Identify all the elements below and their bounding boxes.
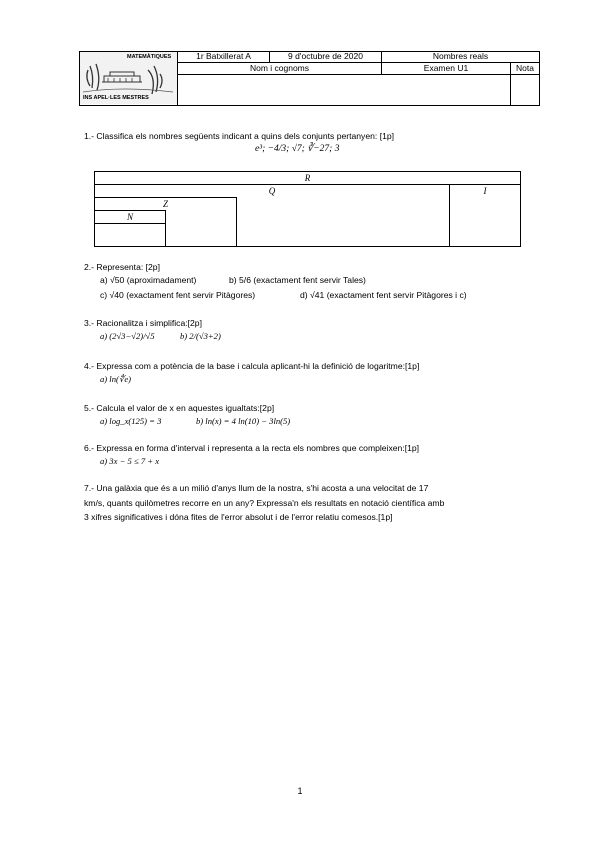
q1-prompt: 1.- Classifica els nombres següents indicant a quins dels conjunts pertanyen: [1p] xyxy=(84,131,395,141)
grade-label: Nota xyxy=(516,63,534,73)
name-label: Nom i cognoms xyxy=(249,63,310,73)
unit-label: Nombres reals xyxy=(432,51,489,61)
q3-b: b) 2/(√3+2) xyxy=(180,331,221,341)
q2-c: c) √40 (exactament fent servir Pitàgores) xyxy=(100,290,256,300)
logo-text-bottom: INS APEL·LES MESTRES xyxy=(83,95,149,101)
q3-a: a) (2√3−√2)/√5 xyxy=(100,331,155,341)
school-logo xyxy=(80,52,177,104)
q5-prompt: 5.- Calcula el valor de x en aquestes igualtats:[2p] xyxy=(84,403,275,413)
q6-prompt: 6.- Expressa en forma d'interval i representa a la recta els nombres que compleixen:[1p] xyxy=(84,443,420,453)
q2-a: a) √50 (aproximadament) xyxy=(100,275,197,285)
q7-text xyxy=(84,481,514,525)
q2-b: b) 5/6 (exactament fent servir Tales) xyxy=(229,275,366,285)
q5-b: b) ln(x) = 4 ln(10) − 3ln(5) xyxy=(196,416,291,426)
q5-a: a) log_x(125) = 3 xyxy=(100,416,162,426)
course-label: 1r Batxillerat A xyxy=(196,51,251,61)
q1-numbers: e³; −4/3; √7; ∛−27; 3 xyxy=(255,144,340,154)
set-Z: Z xyxy=(162,199,168,209)
q7-line-1: 7.- Una galàxia que és a un milió d'anys llum de la nostra, s'hi acosta a una velocitat de 17 xyxy=(84,483,429,493)
set-R: R xyxy=(304,173,311,183)
q6-a: a) 3x − 5 ≤ 7 + x xyxy=(100,456,160,466)
logo-text-top: MATEMÀTIQUES xyxy=(127,54,172,60)
q2-prompt: 2.- Representa: [2p] xyxy=(84,262,160,272)
date-label: 9 d'octubre de 2020 xyxy=(288,51,363,61)
set-I: I xyxy=(483,186,487,196)
q3-prompt: 3.- Racionalitza i simplifica:[2p] xyxy=(84,318,202,328)
q2-d: d) √41 (exactament fent servir Pitàgores i c) xyxy=(300,290,467,300)
set-Q: Q xyxy=(268,186,276,196)
q4-a: a) ln(∜e) xyxy=(100,374,132,384)
exam-label: Examen U1 xyxy=(423,63,469,73)
q7-line-3: 3 xifres significatives i dóna fites de l'error absolut i de l'error relatiu comesos.[1p] xyxy=(84,512,393,522)
set-N: N xyxy=(126,212,133,222)
q7-line-2: km/s, quants quilòmetres recorre en un any? Expressa'n els resultats en notació científica amb xyxy=(84,497,445,508)
q4-prompt: 4.- Expressa com a potència de la base i calcula aplicant-hi la definició de logaritme:[1p] xyxy=(84,361,420,371)
page-number: 1 xyxy=(297,786,303,796)
